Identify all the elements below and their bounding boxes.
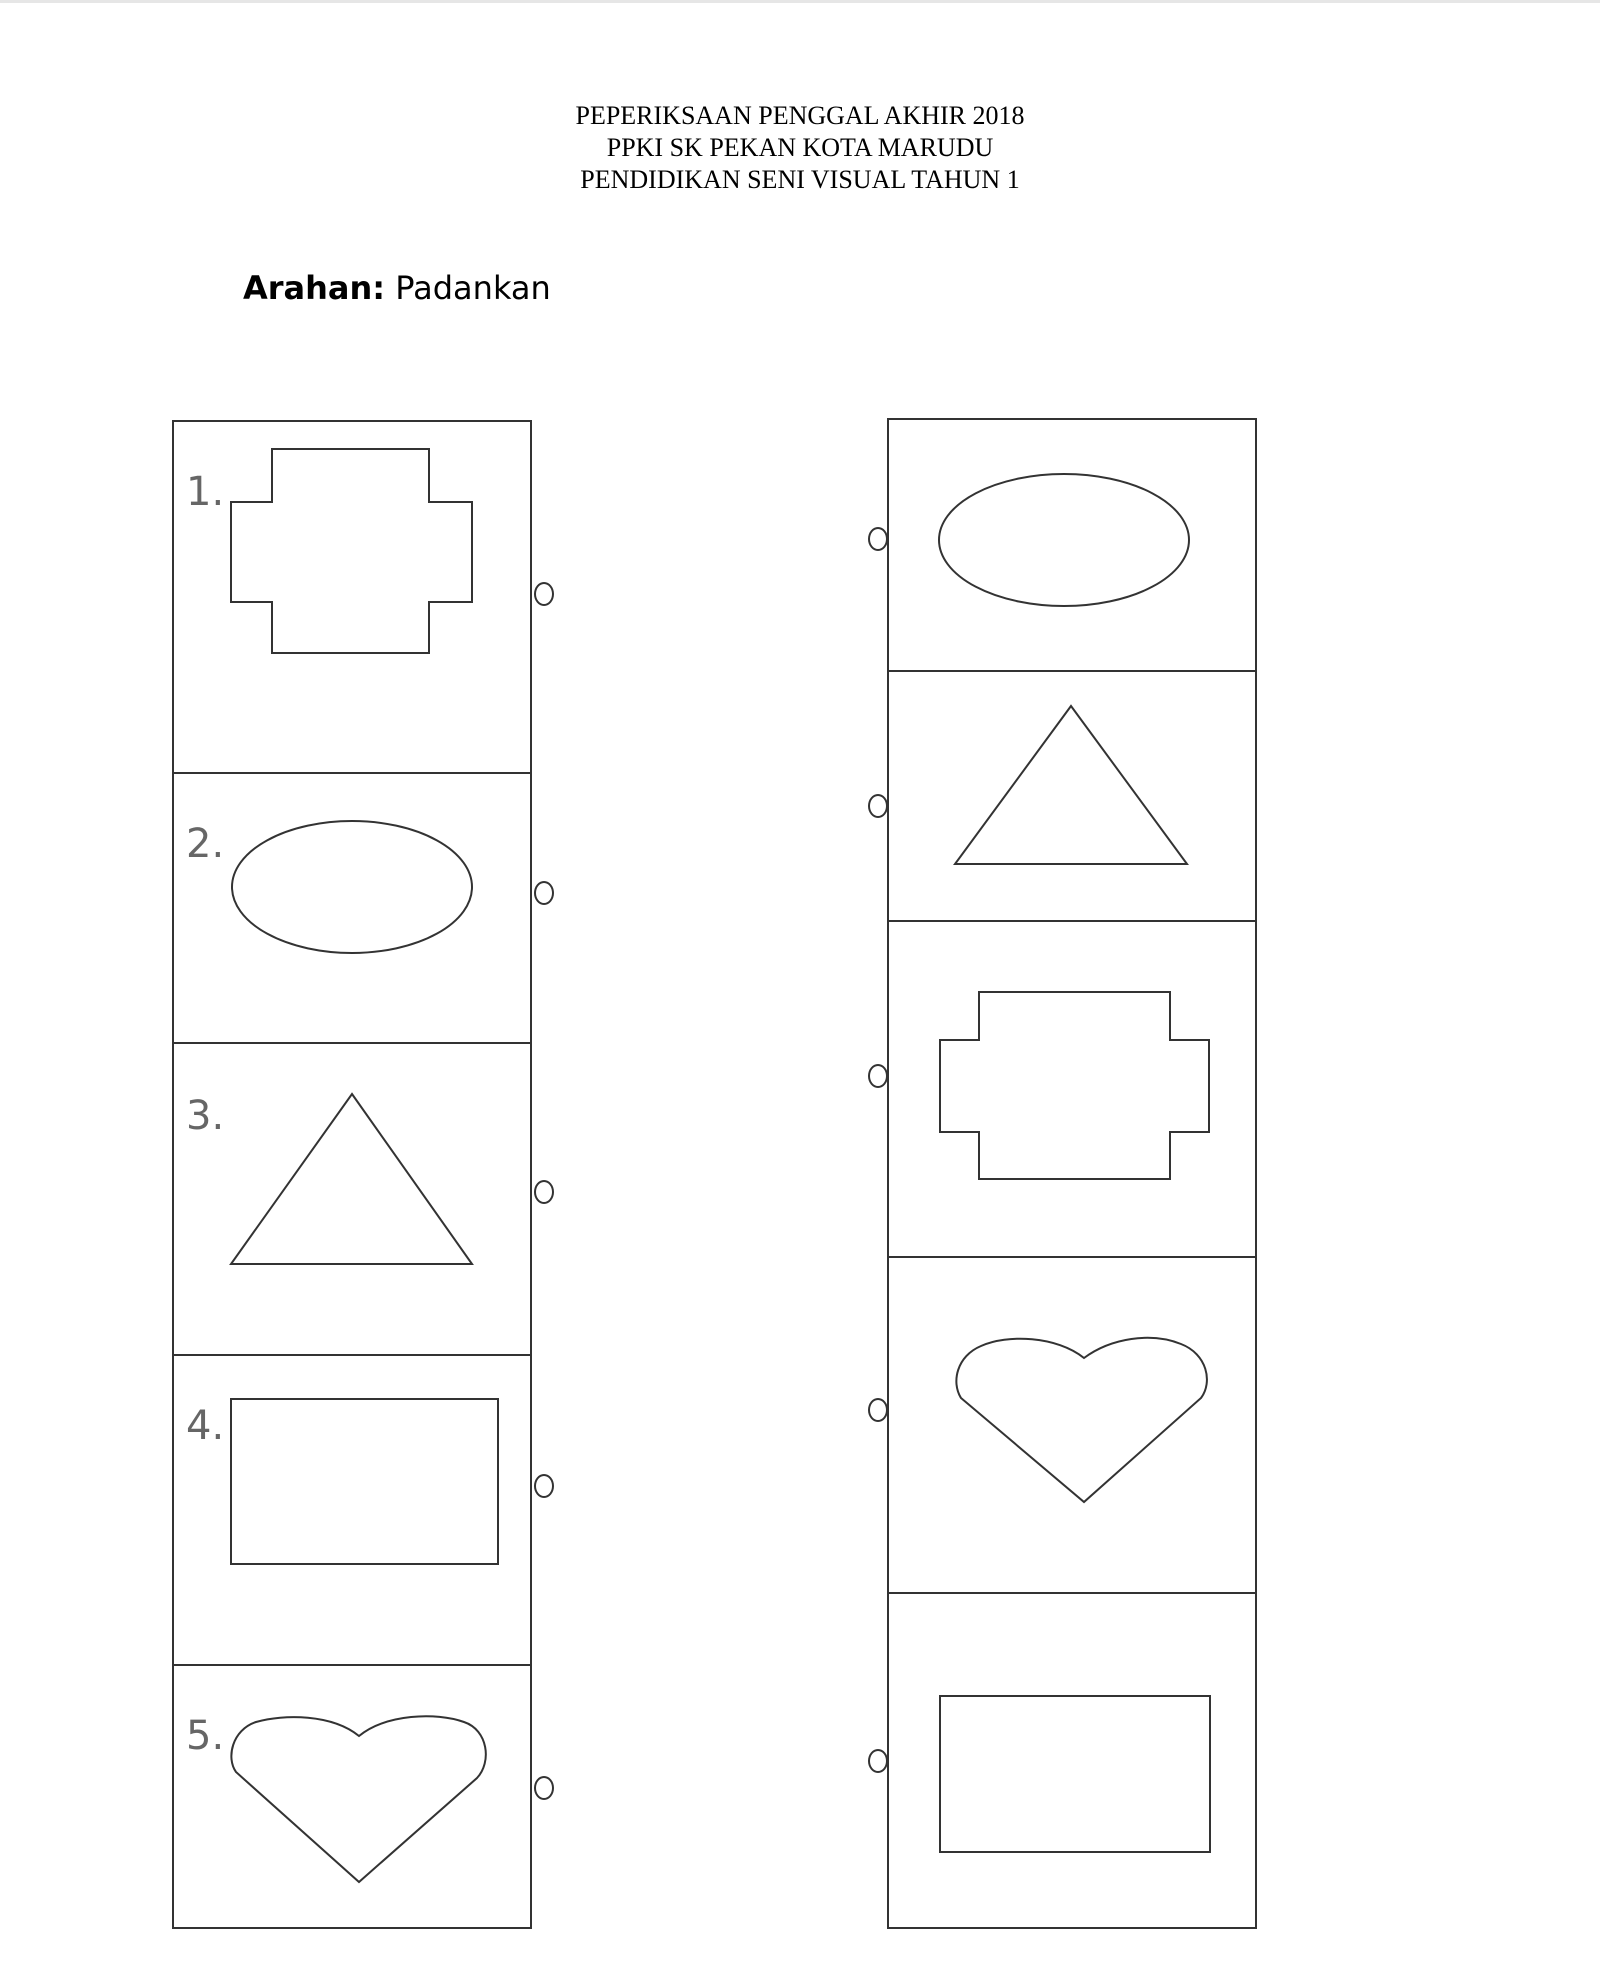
item-number: 4.: [186, 1403, 225, 1449]
right-item-5: [889, 1594, 1255, 1929]
item-number: 1.: [186, 469, 225, 515]
right-connector-4[interactable]: [868, 1398, 888, 1422]
right-item-2: [889, 672, 1255, 922]
exam-header: [0, 100, 1600, 196]
instruction: [243, 268, 551, 308]
left-connector-3[interactable]: [534, 1180, 554, 1204]
instruction-text: Padankan: [395, 269, 551, 307]
triangle-icon: [889, 672, 1255, 922]
top-rule: [0, 0, 1600, 3]
right-item-3: [889, 922, 1255, 1258]
right-item-1: [889, 420, 1255, 672]
right-connector-2[interactable]: [868, 794, 888, 818]
oval-icon: [174, 774, 530, 1044]
header-line-1: PEPERIKSAAN PENGGAL AKHIR 2018: [575, 101, 1025, 130]
cross-icon: [889, 922, 1255, 1258]
right-connector-3[interactable]: [868, 1064, 888, 1088]
left-connector-1[interactable]: [534, 582, 554, 606]
cross-icon: [174, 422, 530, 774]
heart-icon: [174, 1666, 530, 1929]
instruction-label: Arahan:: [243, 269, 386, 307]
left-item-5: [174, 1666, 530, 1929]
rectangle-icon: [174, 1356, 530, 1666]
heart-icon: [889, 1258, 1255, 1594]
header-line-2: PPKI SK PEKAN KOTA MARUDU: [606, 133, 994, 162]
item-number: 2.: [186, 821, 225, 867]
rectangle-icon: [889, 1594, 1255, 1929]
left-item-2: [174, 774, 530, 1044]
left-connector-2[interactable]: [534, 881, 554, 905]
left-item-3: [174, 1044, 530, 1356]
right-column: [887, 418, 1257, 1929]
triangle-icon: [174, 1044, 530, 1356]
left-column: [172, 420, 532, 1929]
left-item-1: [174, 422, 530, 774]
right-connector-5[interactable]: [868, 1749, 888, 1773]
left-connector-5[interactable]: [534, 1776, 554, 1800]
left-connector-4[interactable]: [534, 1474, 554, 1498]
item-number: 3.: [186, 1093, 225, 1139]
header-line-3: PENDIDIKAN SENI VISUAL TAHUN 1: [580, 165, 1020, 194]
right-connector-1[interactable]: [868, 527, 888, 551]
left-item-4: [174, 1356, 530, 1666]
item-number: 5.: [186, 1713, 225, 1759]
oval-icon: [889, 420, 1255, 672]
right-item-4: [889, 1258, 1255, 1594]
